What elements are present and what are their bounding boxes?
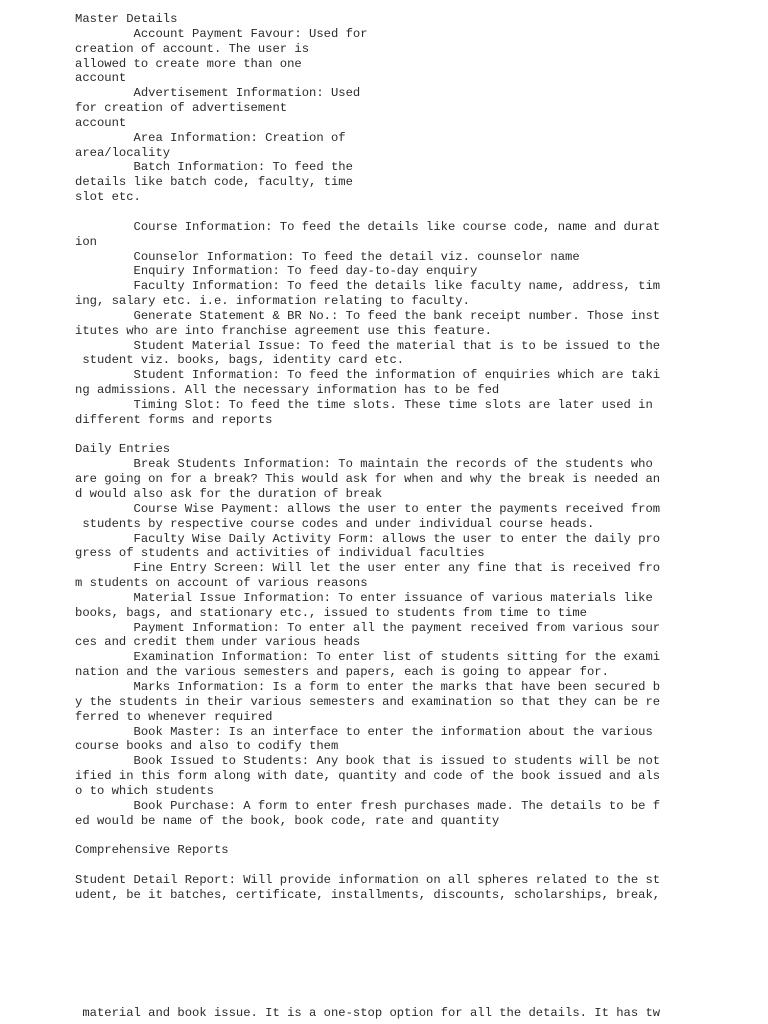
document-text: Master Details Account Payment Favour: Used for creation of account. The user is allowed to create more than one account Advertisement Information: Used for creation of advertisement account Area Information: Creation of area/locality Batch Information: To feed the details like batch code, faculty, time slot etc. Course Information: To feed the details like course code, name and durat ion Counselor Information: To feed the detail viz. counselor name Enquiry Information: To feed day-to-day enquiry Faculty Information: To feed the details like faculty name, address, tim ing, salary etc. i.e. information relating to faculty. Generate Statement & BR No.: To feed the bank receipt number. Those inst itutes who are into franchise agreement use this feature. Student Material Issue: To feed the material that is to be issued to the student viz. books, bags, identity card etc. Student Information: To feed the information of enquiries which are taki ng admissions. All the necessary information has to be fed Timing Slot: To feed the time slots. These time slots are later used in different forms and reports Daily Entries Break Students Information: To maintain the records of the students who are going on for a break? This would ask for when and why the break is needed an d would also ask for the duration of break Course Wise Payment: allows the user to enter the payments received from students by respective course codes and under individual course heads. Faculty Wise Daily Activity Form: allows the user to enter the daily pro gress of students and activities of individual faculties Fine Entry Screen: Will let the user enter any fine that is received fro m students on account of various reasons Material Issue Information: To enter issuance of various materials like books, bags, and stationary etc., issued to students from time to time Payment Information: To enter all the payment received from various sour ces and credit them under various heads Examination Information: To enter list of students sitting for the exami nation and the various semesters and papers, each is going to appear for. Marks Information: Is a form to enter the marks that have been secured b y the students in their various semesters and examination so that they can be re ferred to whenever required Book Master: Is an interface to enter the information about the various course books and also to codify them Book Issued to Students: Any book that is issued to students will be not ified in this form along with date, quantity and code of the book issued and als o to which students Book Purchase: A form to enter fresh purchases made. The details to be f ed would be name of the book, book code, rate and quantity Comprehensive Reports Student Detail Report: Will provide information on all spheres related to the st udent, be it batches, certificate, installments, discounts, scholarships, break, [75, 12, 661, 902]
document-continuation-line: material and book issue. It is a one-stop option for all the details. It has tw [75, 1006, 661, 1020]
